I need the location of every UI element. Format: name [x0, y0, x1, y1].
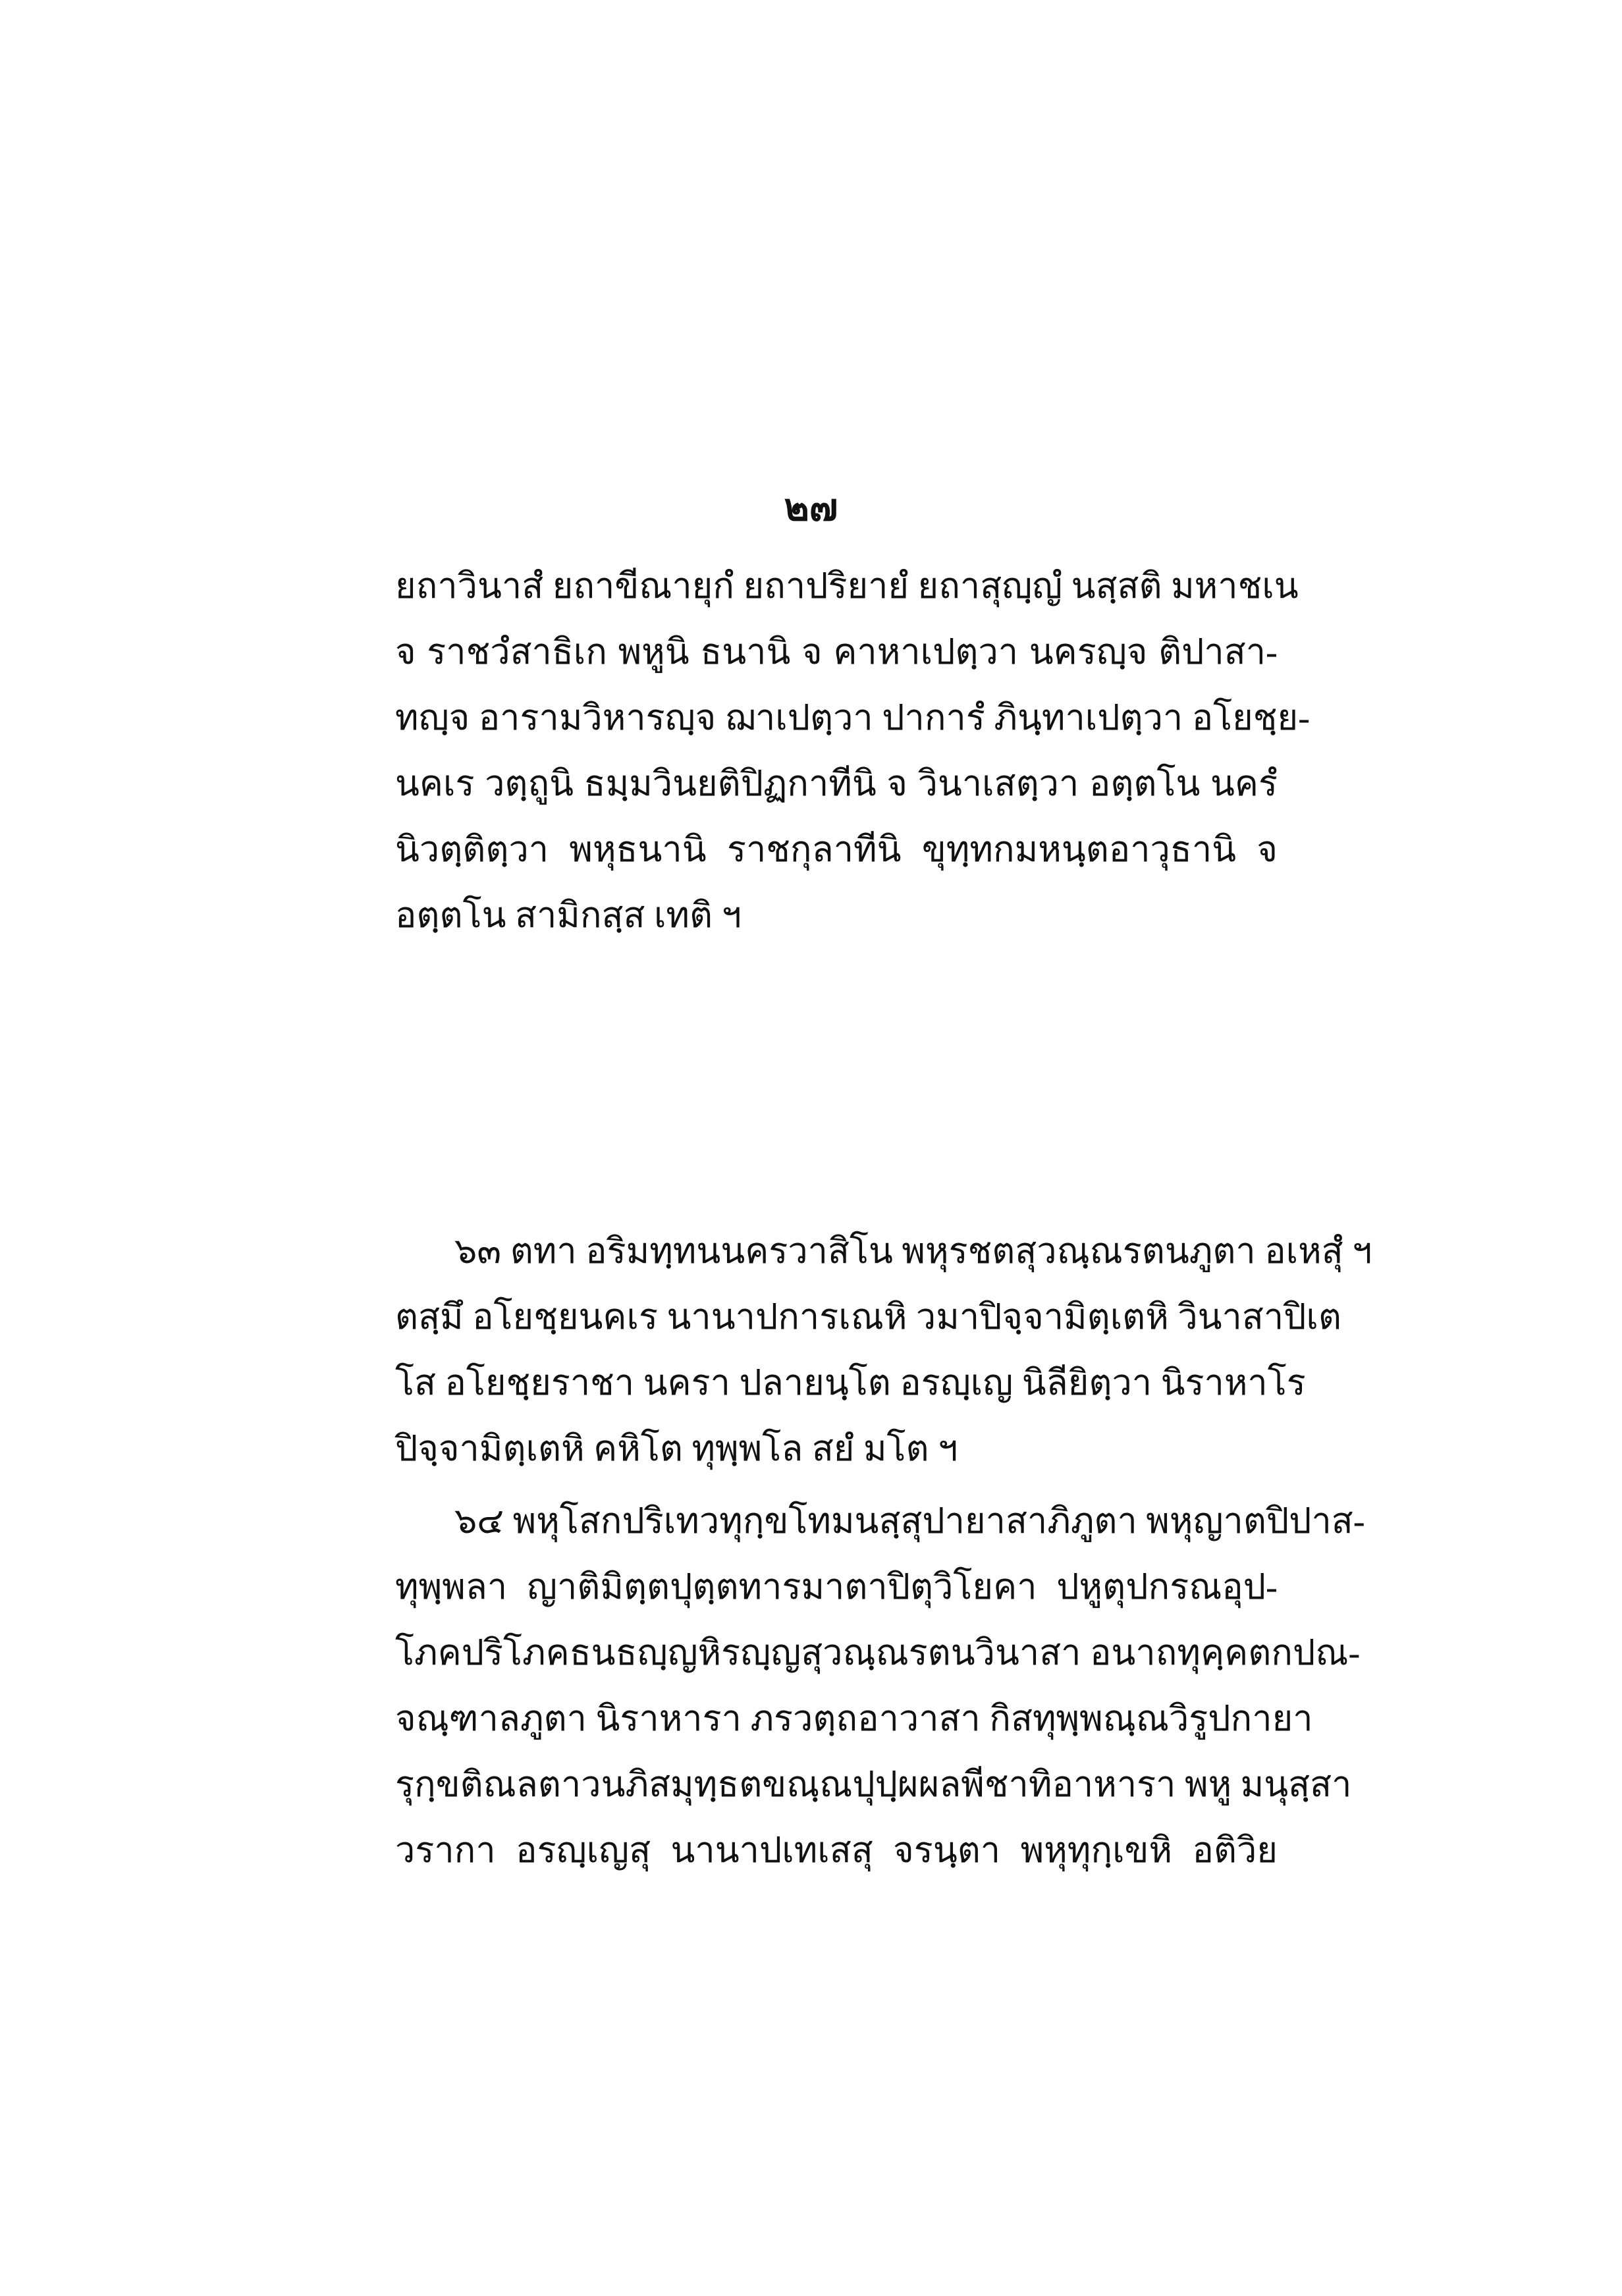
paragraph-1-line-2: จ ราชวํสาธิเก พหูนิ ธนานิ จ คาหาเปตฺวา นครญฺจ ติปาสา-	[395, 632, 1278, 672]
paragraph-3	[395, 1488, 1365, 1883]
paragraph-2-line-2: ตสฺมึ อโยชฺยนคเร นานาปการเณหิ วมาปิจฺจามิตฺเตหิ วินาสาปิเต	[395, 1297, 1341, 1337]
paragraph-2-line-1: ๖๓ ตทา อริมทฺทนนครวาสิโน พหุรชตสุวณฺณรตนภูตา อเหสุํ ฯ	[454, 1231, 1372, 1271]
page-number: ๒๗	[784, 486, 838, 529]
paragraph-3-line-2: ทุพฺพลา ญาติมิตฺตปุตฺตทารมาตาปิตุวิโยคา ปหูตุปกรณอุป-	[395, 1567, 1278, 1607]
paragraph-2-line-4: ปิจฺจามิตฺเตหิ คหิโต ทุพฺพโล สยํ มโต ฯ	[395, 1429, 958, 1468]
paragraph-2	[395, 1218, 1372, 1482]
paragraph-1-line-1: ยถาวินาสํ ยถาขีณายุกํ ยถาปริยายํ ยถาสุญฺญํ นสฺสติ มหาชเน	[395, 566, 1299, 606]
paragraph-1-line-4: นคเร วตฺถูนิ ธมฺมวินยติปิฏกาทีนิ จ วินาเสตฺวา อตฺตโน นครํ	[395, 764, 1278, 803]
paragraph-1-line-5: นิวตฺติตฺวา พหุธนานิ ราชกุลาทีนิ ขุทฺทกมหนฺตอาวุธานิ จ	[395, 830, 1278, 869]
paragraph-3-line-3: โภคปริโภคธนธญฺญหิรญฺญสุวณฺณรตนวินาสา อนาถทุคฺคตกปณ-	[395, 1633, 1361, 1672]
paragraph-3-line-1: ๖๔ พหุโสกปริเทวทุกฺขโทมนสฺสุปายาสาภิภูตา พหุญาตปิปาส-	[454, 1501, 1365, 1541]
paragraph-3-line-5: รุกฺขติณลตาวนภิสมุทฺธตขณฺณปุปฺผผลพีชาทิอาหารา พหู มนุสฺสา	[395, 1765, 1352, 1804]
paragraph-1-line-6: อตฺตโน สามิกสฺส เทติ ฯ	[395, 895, 742, 935]
paragraph-3-line-6: วรากา อรญฺเญสุ นานาปเทเสสุ จรนฺตา พหุทุกฺเขหิ อติวิย	[395, 1830, 1278, 1870]
paragraph-3-line-4: จณฺฑาลภูตา นิราหารา ภรวตฺถอาวาสา กิสทุพฺพณฺณวิรูปกายา	[395, 1699, 1313, 1738]
paragraph-2-line-3: โส อโยชฺยราชา นครา ปลายนฺโต อรญฺเญ นิลียิตฺวา นิราหาโร	[395, 1363, 1306, 1402]
paragraph-1-line-3: ทญฺจ อารามวิหารญฺจ ฌาเปตฺวา ปาการํ ภินฺทาเปตฺวา อโยชฺย-	[395, 698, 1311, 737]
paragraph-1	[395, 553, 1311, 948]
